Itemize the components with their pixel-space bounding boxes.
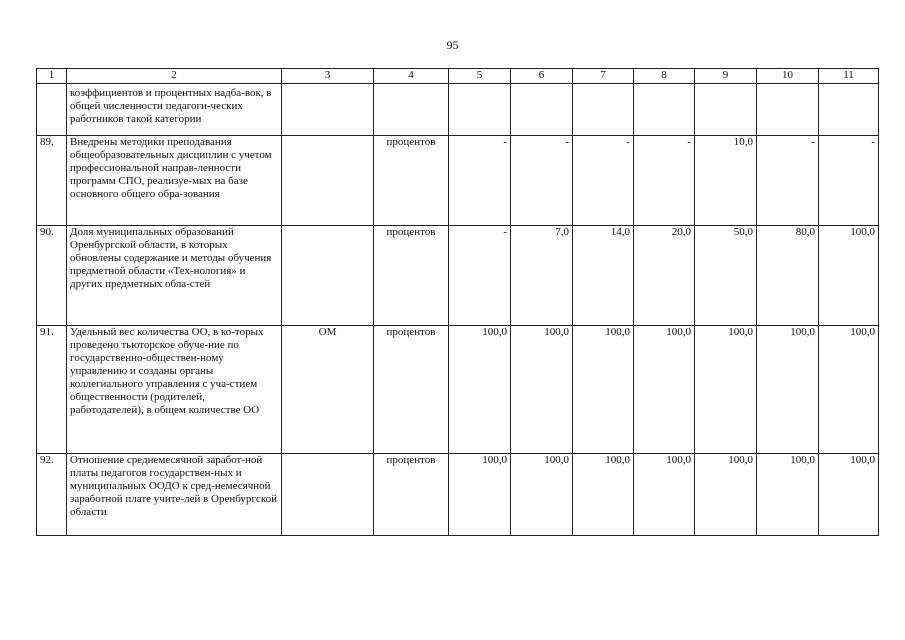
responsible-executor	[282, 454, 374, 536]
responsible-executor: ОМ	[282, 326, 374, 454]
year-value-7	[573, 84, 634, 136]
column-header-11: 11	[819, 69, 879, 84]
indicator-name: Доля муниципальных образований Оренбургской области, в которых обновлены содержание и методы обучения предметной области «Тех-нология» и других предметных обла-стей	[67, 226, 282, 326]
unit-of-measure: процентов	[374, 136, 449, 226]
year-value-8: 100,0	[634, 454, 695, 536]
unit-of-measure	[374, 84, 449, 136]
page-number: 95	[446, 38, 459, 52]
column-header-10: 10	[757, 69, 819, 84]
column-header-6: 6	[511, 69, 573, 84]
year-value-6: 100,0	[511, 326, 573, 454]
table-row	[37, 326, 879, 454]
table-header-row	[37, 69, 879, 84]
table-row	[37, 84, 879, 136]
year-value-8: 100,0	[634, 326, 695, 454]
indicator-name: Отношение среднемесячной заработ-ной платы педагогов государствен-ных и муниципальных ООДО к сред-немесячной заработной плате учите-лей в Оренбургской области	[67, 454, 282, 536]
column-header-8: 8	[634, 69, 695, 84]
indicators-table	[36, 68, 879, 536]
year-value-5: -	[449, 136, 511, 226]
responsible-executor	[282, 226, 374, 326]
year-value-7: 14,0	[573, 226, 634, 326]
unit-of-measure: процентов	[374, 454, 449, 536]
year-value-7: -	[573, 136, 634, 226]
year-value-5	[449, 84, 511, 136]
column-header-9: 9	[695, 69, 757, 84]
year-value-8	[634, 84, 695, 136]
table-row	[37, 136, 879, 226]
year-value-7: 100,0	[573, 454, 634, 536]
year-value-10: 100,0	[757, 454, 819, 536]
year-value-10: 100,0	[757, 326, 819, 454]
column-header-5: 5	[449, 69, 511, 84]
responsible-executor	[282, 84, 374, 136]
year-value-11: -	[819, 136, 879, 226]
responsible-executor	[282, 136, 374, 226]
row-number: 90.	[37, 226, 67, 326]
column-header-1: 1	[37, 69, 67, 84]
year-value-5: -	[449, 226, 511, 326]
year-value-11: 100,0	[819, 226, 879, 326]
year-value-7: 100,0	[573, 326, 634, 454]
year-value-8: -	[634, 136, 695, 226]
year-value-9: 10,0	[695, 136, 757, 226]
row-number	[37, 84, 67, 136]
row-number: 92.	[37, 454, 67, 536]
row-number: 89.	[37, 136, 67, 226]
column-header-2: 2	[67, 69, 282, 84]
year-value-9: 50,0	[695, 226, 757, 326]
row-number: 91.	[37, 326, 67, 454]
column-header-7: 7	[573, 69, 634, 84]
table-row	[37, 454, 879, 536]
year-value-6: -	[511, 136, 573, 226]
year-value-10: 80,0	[757, 226, 819, 326]
year-value-8: 20,0	[634, 226, 695, 326]
year-value-5: 100,0	[449, 326, 511, 454]
unit-of-measure: процентов	[374, 226, 449, 326]
indicator-name: Внедрены методики преподавания общеобразовательных дисциплин с учетом профессиональной направ-ленности программ СПО, реализуе-мых на базе основного общего обра-зования	[67, 136, 282, 226]
indicator-name: коэффициентов и процентных надба-вок, в общей численности педагоги-ческих работников такой категории	[67, 84, 282, 136]
year-value-9: 100,0	[695, 454, 757, 536]
year-value-6: 100,0	[511, 454, 573, 536]
year-value-6: 7,0	[511, 226, 573, 326]
year-value-11: 100,0	[819, 454, 879, 536]
year-value-10: -	[757, 136, 819, 226]
year-value-5: 100,0	[449, 454, 511, 536]
year-value-11	[819, 84, 879, 136]
year-value-9	[695, 84, 757, 136]
indicator-name: Удельный вес количества ОО, в ко-торых проведено тьюторское обуче-ние по государственно-обществен-ному управлению и созданы органы коллегиального управления с уча-стием общественности (родителей, работодателей), в общем количестве ОО	[67, 326, 282, 454]
year-value-9: 100,0	[695, 326, 757, 454]
year-value-6	[511, 84, 573, 136]
year-value-10	[757, 84, 819, 136]
column-header-4: 4	[374, 69, 449, 84]
column-header-3: 3	[282, 69, 374, 84]
year-value-11: 100,0	[819, 326, 879, 454]
table-row	[37, 226, 879, 326]
unit-of-measure: процентов	[374, 326, 449, 454]
